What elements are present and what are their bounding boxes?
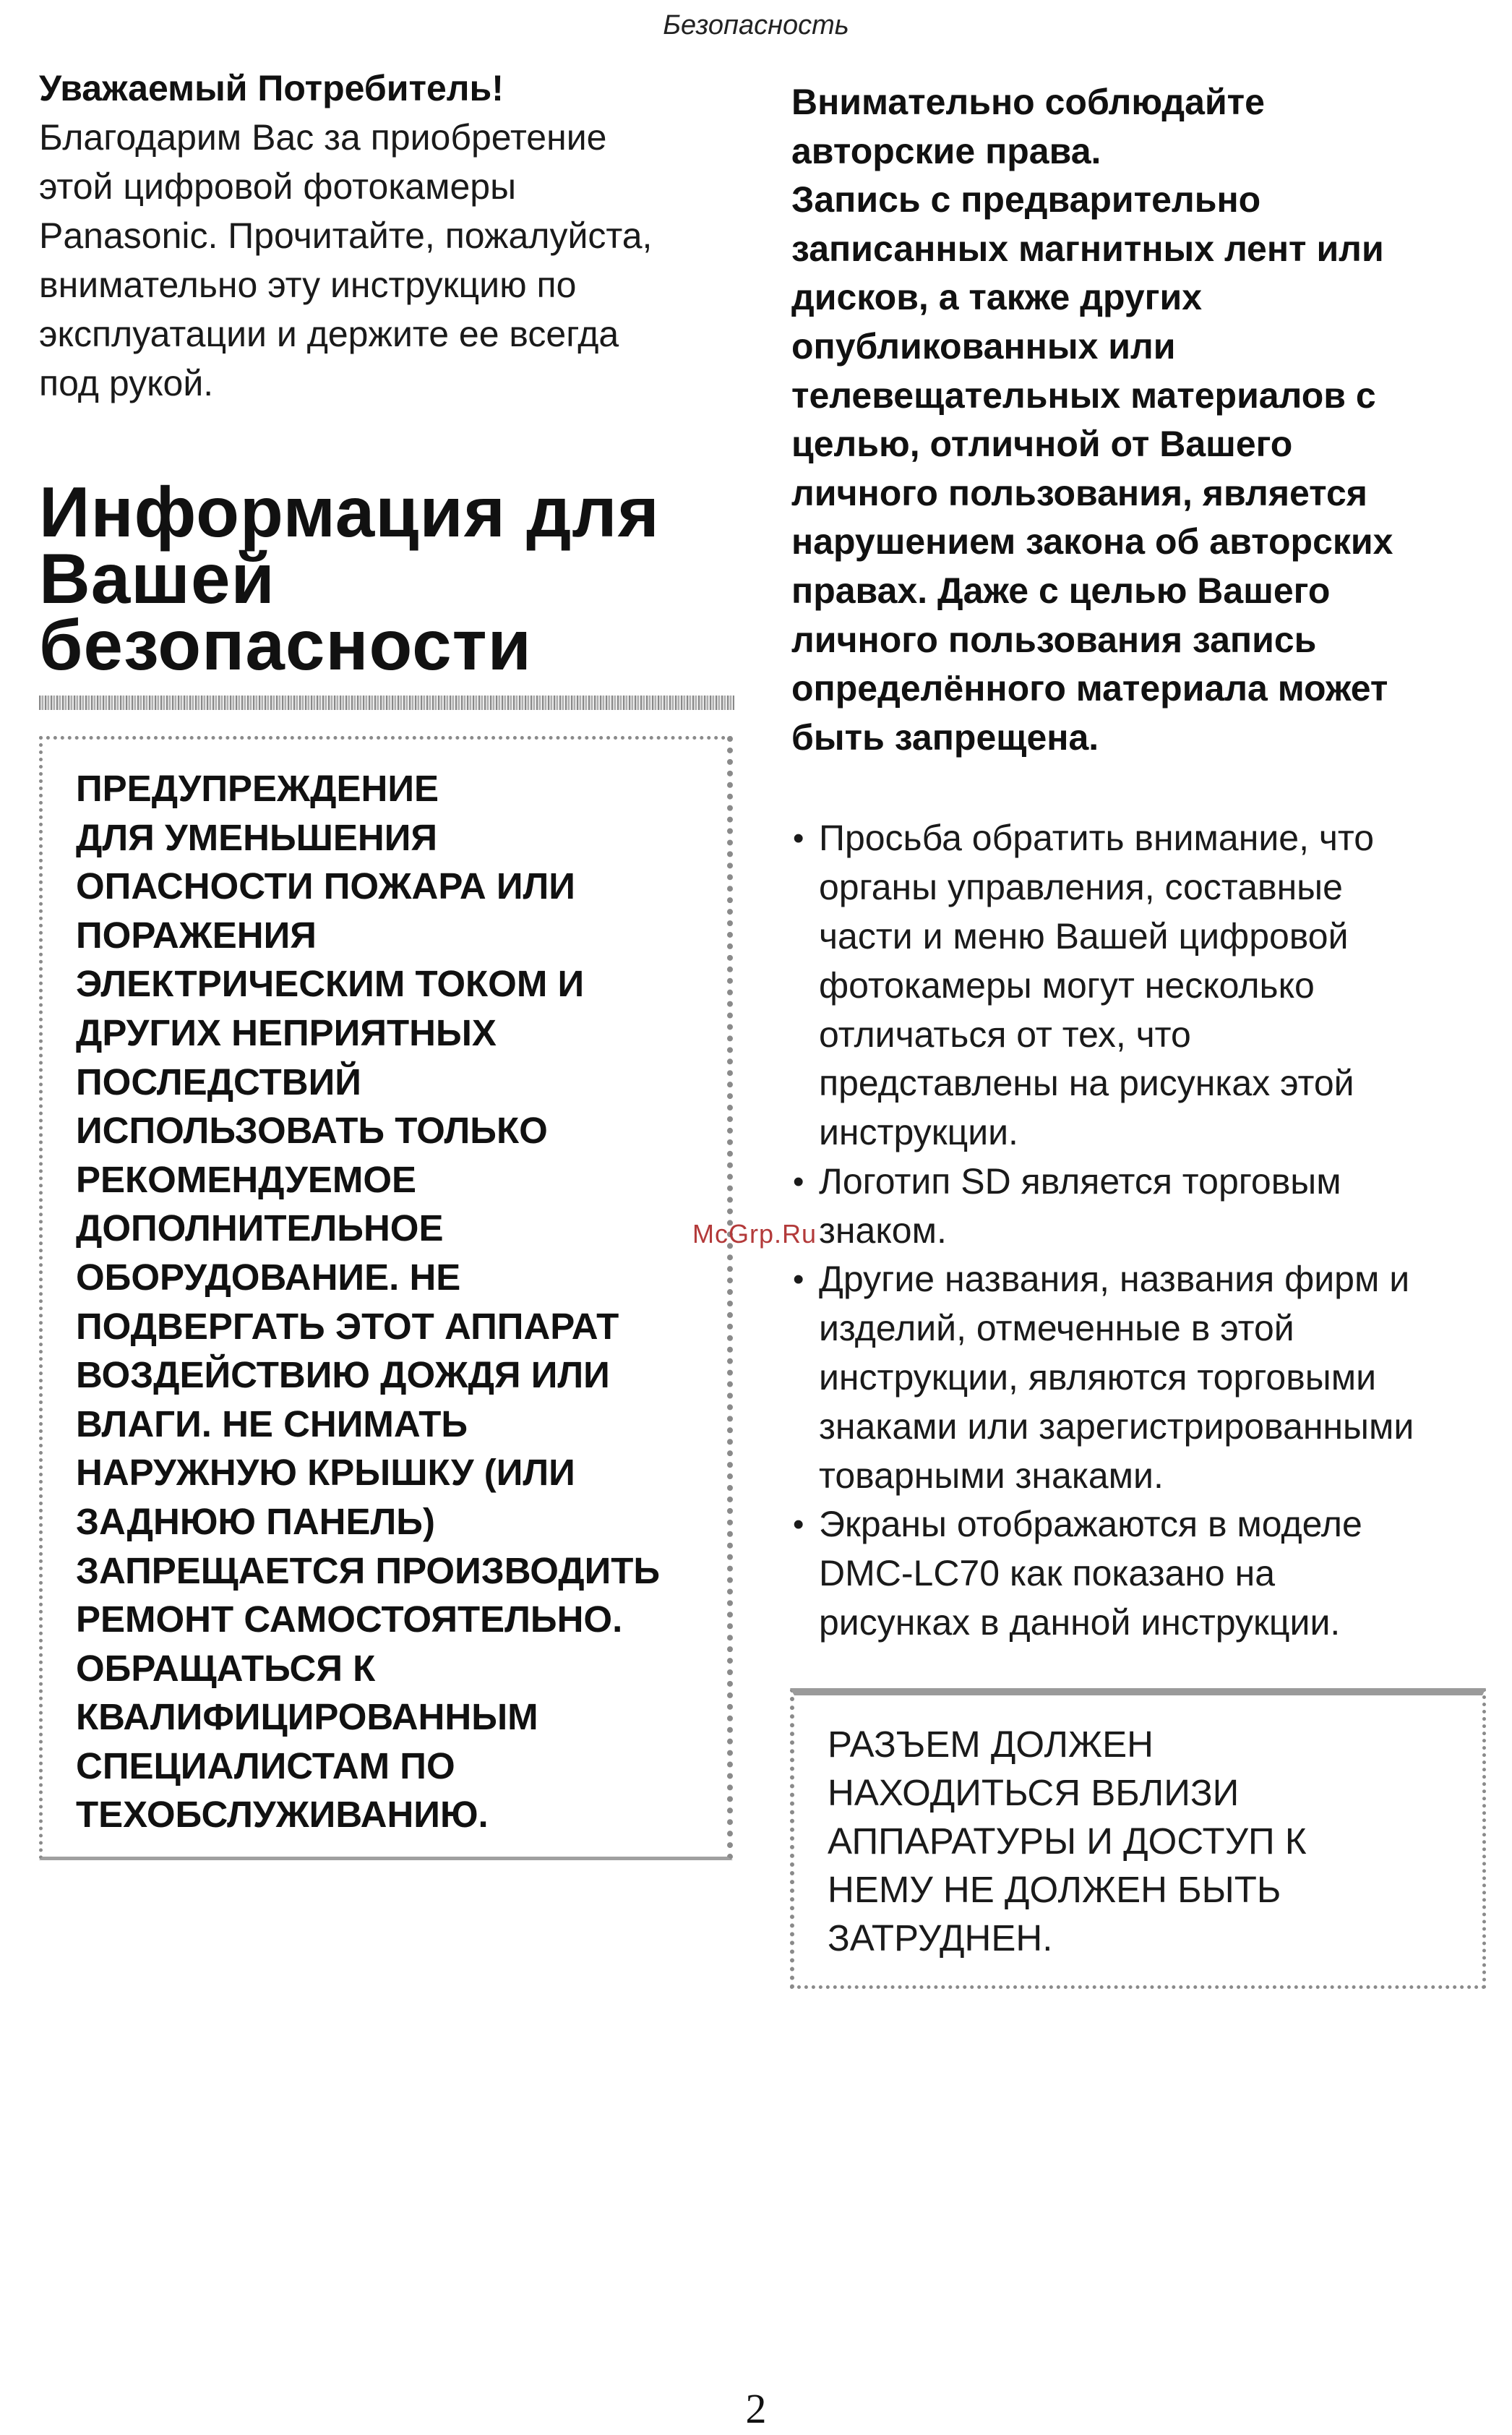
warning-line: НАРУЖНУЮ КРЫШКУ (ИЛИ (76, 1452, 575, 1494)
note-line: инструкции, являются торговыми (819, 1357, 1376, 1398)
warning-box (39, 736, 733, 1860)
notes-list (791, 814, 1485, 1648)
section-heading-line: Вашей (39, 539, 275, 618)
warning-line: ЗАДНЮЮ ПАНЕЛЬ) (76, 1500, 435, 1542)
heading-divider (39, 696, 734, 710)
warning-line: ПОСЛЕДСТВИЙ (76, 1061, 361, 1103)
list-item (791, 1255, 1485, 1500)
socket-line: НЕМУ НЕ ДОЛЖЕН БЫТЬ (828, 1869, 1281, 1910)
socket-line: ЗАТРУДНЕН. (828, 1917, 1053, 1959)
list-item (791, 1500, 1485, 1647)
copyright-line: правах. Даже с целью Вашего (791, 570, 1331, 611)
warning-line: ВОЗДЕЙСТВИЮ ДОЖДЯ ИЛИ (76, 1354, 610, 1396)
copyright-line: определённого материала может (791, 668, 1388, 709)
warning-line: РЕКОМЕНДУЕМОЕ (76, 1158, 417, 1200)
warning-line: ИСПОЛЬЗОВАТЬ ТОЛЬКО (76, 1110, 548, 1152)
note-line: знаком. (819, 1210, 947, 1251)
warning-line: ПОДВЕРГАТЬ ЭТОТ АППАРАТ (76, 1305, 619, 1347)
bullet-icon: • (793, 1262, 804, 1298)
greeting-line: эксплуатации и держите ее всегда (39, 314, 619, 354)
note-line: товарными знаками. (819, 1455, 1164, 1496)
warning-line: ПРЕДУПРЕЖДЕНИЕ (76, 768, 439, 809)
list-item (791, 814, 1485, 1157)
note-line: отличаться от тех, что (819, 1014, 1191, 1055)
note-line: Экраны отображаются в моделе (819, 1504, 1362, 1545)
warning-line: ПОРАЖЕНИЯ (76, 914, 317, 956)
warning-line: ЭЛЕКТРИЧЕСКИМ ТОКОМ И (76, 963, 585, 1005)
warning-line: ВЛАГИ. НЕ СНИМАТЬ (76, 1403, 468, 1445)
greeting-line: под рукой. (39, 363, 214, 403)
note-line: Другие названия, названия фирм и (819, 1259, 1410, 1300)
copyright-notice (791, 78, 1485, 762)
warning-line: ДОПОЛНИТЕЛЬНОЕ (76, 1207, 444, 1249)
copyright-line: Внимательно соблюдайте (791, 82, 1265, 122)
note-line: рисунках в данной инструкции. (819, 1602, 1341, 1643)
warning-line: ОПАСНОСТИ ПОЖАРА ИЛИ (76, 865, 575, 907)
greeting-line: внимательно эту инструкцию по (39, 265, 577, 305)
copyright-line: авторские права. (791, 130, 1101, 171)
warning-line: ОБРАЩАТЬСЯ К (76, 1647, 376, 1689)
note-line: фотокамеры могут несколько (819, 964, 1315, 1006)
warning-line: ДРУГИХ НЕПРИЯТНЫХ (76, 1011, 497, 1053)
left-column (39, 64, 736, 710)
note-line: знаками или зарегистрированными (819, 1405, 1414, 1447)
socket-line: АППАРАТУРЫ И ДОСТУП К (828, 1820, 1307, 1862)
page-header: Безопасность (663, 10, 849, 40)
greeting-line: Благодарим Вас за приобретение (39, 117, 607, 158)
note-line: DMC-LC70 как показано на (819, 1553, 1276, 1594)
right-column (791, 78, 1485, 1648)
bullet-icon: • (793, 821, 804, 857)
copyright-line: целью, отличной от Вашего (791, 424, 1293, 465)
warning-line: ЗАПРЕЩАЕТСЯ ПРОИЗВОДИТЬ (76, 1549, 661, 1591)
watermark: McGrp.Ru (692, 1219, 817, 1249)
warning-line: СПЕЦИАЛИСТАМ ПО (76, 1745, 455, 1786)
copyright-line: нарушением закона об авторских (791, 521, 1393, 562)
greeting-line: Panasonic. Прочитайте, пожалуйста, (39, 215, 653, 256)
warning-line: ТЕХОБСЛУЖИВАНИЮ. (76, 1794, 489, 1836)
copyright-line: записанных магнитных лент или (791, 228, 1384, 269)
copyright-line: опубликованных или (791, 325, 1176, 367)
greeting-body (39, 113, 736, 408)
warning-line: КВАЛИФИЦИРОВАННЫМ (76, 1696, 538, 1738)
section-heading-line: Информация для (39, 472, 660, 552)
warning-line: РЕМОНТ САМОСТОЯТЕЛЬНО. (76, 1599, 623, 1640)
note-line: части и меню Вашей цифровой (819, 915, 1349, 957)
socket-line: РАЗЪЕМ ДОЛЖЕН (828, 1724, 1154, 1765)
section-heading-line: безопасности (39, 605, 532, 685)
page-number: 2 (745, 2385, 767, 2432)
note-line: представлены на рисунках этой (819, 1063, 1354, 1104)
section-heading (39, 472, 736, 685)
greeting-title: Уважаемый Потребитель! (39, 68, 504, 108)
note-line: Просьба обратить внимание, что (819, 818, 1375, 859)
bullet-icon: • (793, 1507, 804, 1543)
copyright-line: личного пользования, является (791, 472, 1367, 513)
socket-notice-box (790, 1688, 1486, 1989)
warning-line: ДЛЯ УМЕНЬШЕНИЯ (76, 816, 438, 858)
warning-line: ОБОРУДОВАНИЕ. НЕ (76, 1256, 461, 1298)
list-item (791, 1157, 1485, 1256)
greeting-line: этой цифровой фотокамеры (39, 166, 517, 207)
copyright-line: дисков, а также других (791, 277, 1203, 318)
note-line: Логотип SD является торговым (819, 1160, 1341, 1202)
copyright-line: Запись с предварительно (791, 179, 1261, 221)
socket-line: НАХОДИТЬСЯ ВБЛИЗИ (828, 1772, 1240, 1813)
note-line: органы управления, составные (819, 867, 1343, 908)
copyright-line: телевещательных материалов с (791, 375, 1376, 416)
copyright-line: быть запрещена. (791, 716, 1099, 758)
bullet-icon: • (793, 1163, 804, 1199)
copyright-line: личного пользования запись (791, 619, 1317, 660)
note-line: инструкции. (819, 1112, 1018, 1153)
note-line: изделий, отмеченные в этой (819, 1308, 1294, 1349)
